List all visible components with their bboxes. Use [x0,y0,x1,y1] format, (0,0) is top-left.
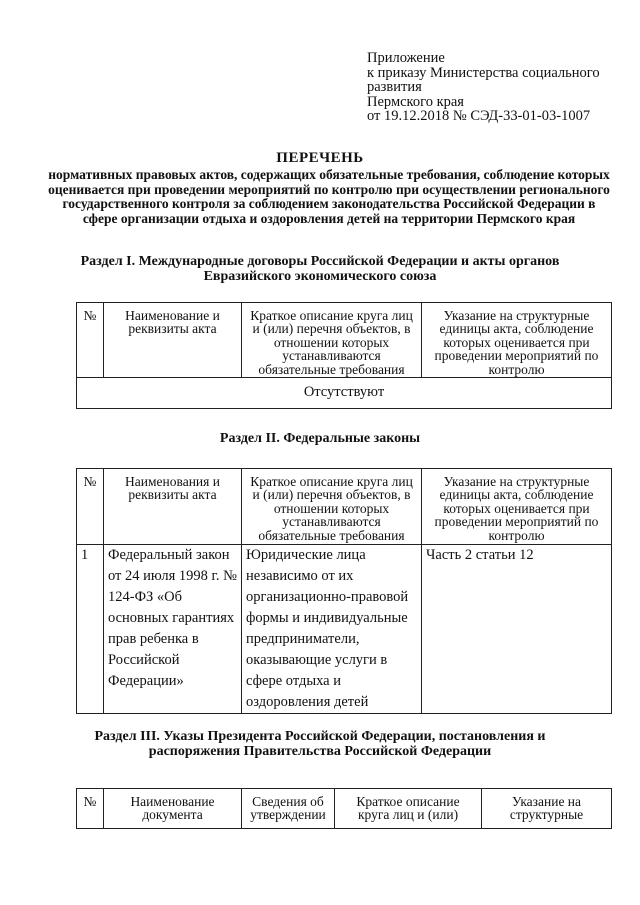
appendix-line: Пермского края [367,93,464,110]
appendix-block [367,51,629,124]
section-2-heading: Раздел II. Федеральные законы [219,431,421,446]
appendix-line: к приказу Министерства социального [367,64,600,81]
table-row [77,545,612,714]
section-3-table [76,788,612,829]
header-number: № [77,469,104,545]
table-header-row [77,303,612,378]
section-1-table [76,302,612,409]
header-act-name: Наименование и реквизиты акта [104,303,242,378]
header-act-name: Наименования и реквизиты акта [104,469,242,545]
header-document-name: Наименование документа [104,789,242,829]
row-number: 1 [77,545,104,714]
appendix-line: развития [367,79,422,96]
header-description: Краткое описание круга лиц и (или) [335,789,482,829]
document-title: ПЕРЕЧЕНЬ [276,150,364,166]
header-approval-info: Сведения об утверждении [242,789,335,829]
header-number: № [77,303,104,378]
row-structural-units: Часть 2 статьи 12 [422,545,612,714]
header-description: Краткое описание круга лиц и (или) перечня объектов, в отношении которых устанавливаются обязательные требования [242,469,422,545]
appendix-line: Приложение [367,50,445,66]
header-structural-units: Указание на структурные единицы акта, соблюдение которых оценивается при проведении мероприятий по контролю [422,469,612,545]
table-row [77,378,612,409]
table-header-row [77,789,612,829]
section-3-heading: Раздел III. Указы Президента Российской Федерации, постановления и распоряжения Правительства Российской Федерации [94,729,546,759]
document-subtitle: нормативных правовых актов, содержащих обязательные требования, соблюдение которых оценивается при проведении мероприятий по контролю при осуществлении регионального государственного контроля за соблюдением законодательства Российской Федерации в сфере организации отдыха и оздоровления детей на территории Пермского края [48,167,610,226]
appendix-order-number: от 19.12.2018 № СЭД-33-01-03-1007 [367,108,591,125]
header-structural-units: Указание на структурные единицы акта, соблюдение которых оценивается при проведении мероприятий по контролю [422,303,612,378]
header-structural-units: Указание на структурные [482,789,612,829]
section-2-table [76,468,612,714]
header-number: № [77,789,104,829]
row-act-name: Федеральный закон от 24 июля 1998 г. № 124-ФЗ «Об основных гарантиях прав ребенка в Российской Федерации» [104,545,242,714]
header-description: Краткое описание круга лиц и (или) перечня объектов, в отношении которых устанавливаются обязательные требования [242,303,422,378]
row-description: Юридические лица независимо от их организационно-правовой формы и индивидуальные предприниматели, оказывающие услуги в сфере отдыха и оздоровления детей [242,545,422,714]
section-1-heading: Раздел I. Международные договоры Российской Федерации и акты органов Евразийского экономического союза [80,254,560,284]
absent-cell: Отсутствуют [77,378,612,409]
table-header-row [77,469,612,545]
